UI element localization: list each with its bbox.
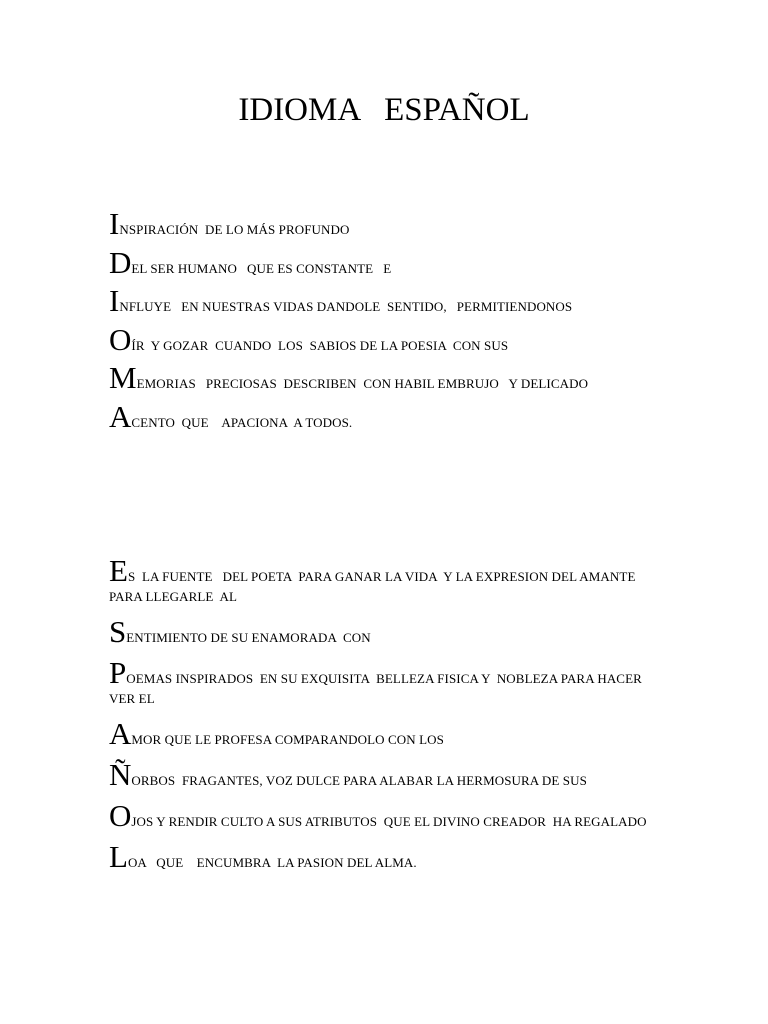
stanza-line bbox=[109, 800, 669, 832]
acrostic-initial: S bbox=[109, 614, 127, 649]
stanza-line bbox=[109, 285, 669, 324]
acrostic-initial: O bbox=[109, 798, 132, 833]
line-text: ORBOS FRAGANTES, VOZ DULCE PARA ALABAR LA HERMOSURA DE SUS bbox=[131, 773, 587, 788]
stanza-line bbox=[109, 362, 669, 401]
acrostic-initial: A bbox=[109, 398, 132, 434]
acrostic-initial: M bbox=[109, 360, 137, 395]
acrostic-initial: E bbox=[109, 553, 128, 588]
acrostic-stanza-espanol bbox=[109, 555, 669, 882]
acrostic-initial: O bbox=[109, 321, 132, 357]
line-text: S LA FUENTE DEL POETA PARA GANAR LA VIDA Y LA EXPRESION DEL AMANTE PARA LLEGARLE AL bbox=[109, 569, 639, 604]
acrostic-initial: A bbox=[109, 716, 132, 751]
stanza-line bbox=[109, 398, 669, 440]
acrostic-initial: L bbox=[109, 839, 128, 874]
line-text: NFLUYE EN NUESTRAS VIDAS DANDOLE SENTIDO, PERMITIENDONOS bbox=[119, 299, 573, 314]
stanza-line bbox=[109, 718, 669, 750]
stanza-line bbox=[109, 657, 669, 709]
acrostic-initial: I bbox=[109, 283, 120, 318]
stanza-line bbox=[109, 759, 669, 791]
line-text: EL SER HUMANO QUE ES CONSTANTE E bbox=[131, 260, 392, 276]
line-text: NSPIRACIÓN DE LO MÁS PROFUNDO bbox=[119, 222, 350, 237]
stanza-line bbox=[109, 321, 669, 363]
line-text: MOR QUE LE PROFESA COMPARANDOLO CON LOS bbox=[131, 732, 444, 747]
line-text: ÍR Y GOZAR CUANDO LOS SABIOS DE LA POESIA CON SUS bbox=[131, 337, 509, 353]
line-text: JOS Y RENDIR CULTO A SUS ATRIBUTOS QUE EL DIVINO CREADOR HA REGALADO bbox=[131, 814, 647, 829]
acrostic-initial: D bbox=[109, 244, 132, 280]
line-text: OA QUE ENCUMBRA LA PASION DEL ALMA. bbox=[127, 855, 417, 870]
acrostic-stanza-idioma bbox=[109, 208, 669, 439]
stanza-line bbox=[109, 208, 669, 247]
page-title: IDIOMA ESPAÑOL bbox=[238, 92, 530, 128]
acrostic-initial: P bbox=[109, 655, 127, 690]
stanza-line bbox=[109, 616, 669, 648]
line-text: OEMAS INSPIRADOS EN SU EXQUISITA BELLEZA FISICA Y NOBLEZA PARA HACER VER EL bbox=[109, 671, 646, 706]
acrostic-initial: Ñ bbox=[109, 757, 132, 792]
line-text: ENTIMIENTO DE SU ENAMORADA CON bbox=[126, 630, 371, 645]
stanza-line bbox=[109, 555, 669, 607]
line-text: EMORIAS PRECIOSAS DESCRIBEN CON HABIL EMBRUJO Y DELICADO bbox=[136, 376, 589, 391]
line-text: CENTO QUE APACIONA A TODOS. bbox=[131, 414, 353, 430]
acrostic-initial: I bbox=[109, 206, 120, 241]
stanza-line bbox=[109, 244, 669, 286]
stanza-line bbox=[109, 841, 669, 873]
